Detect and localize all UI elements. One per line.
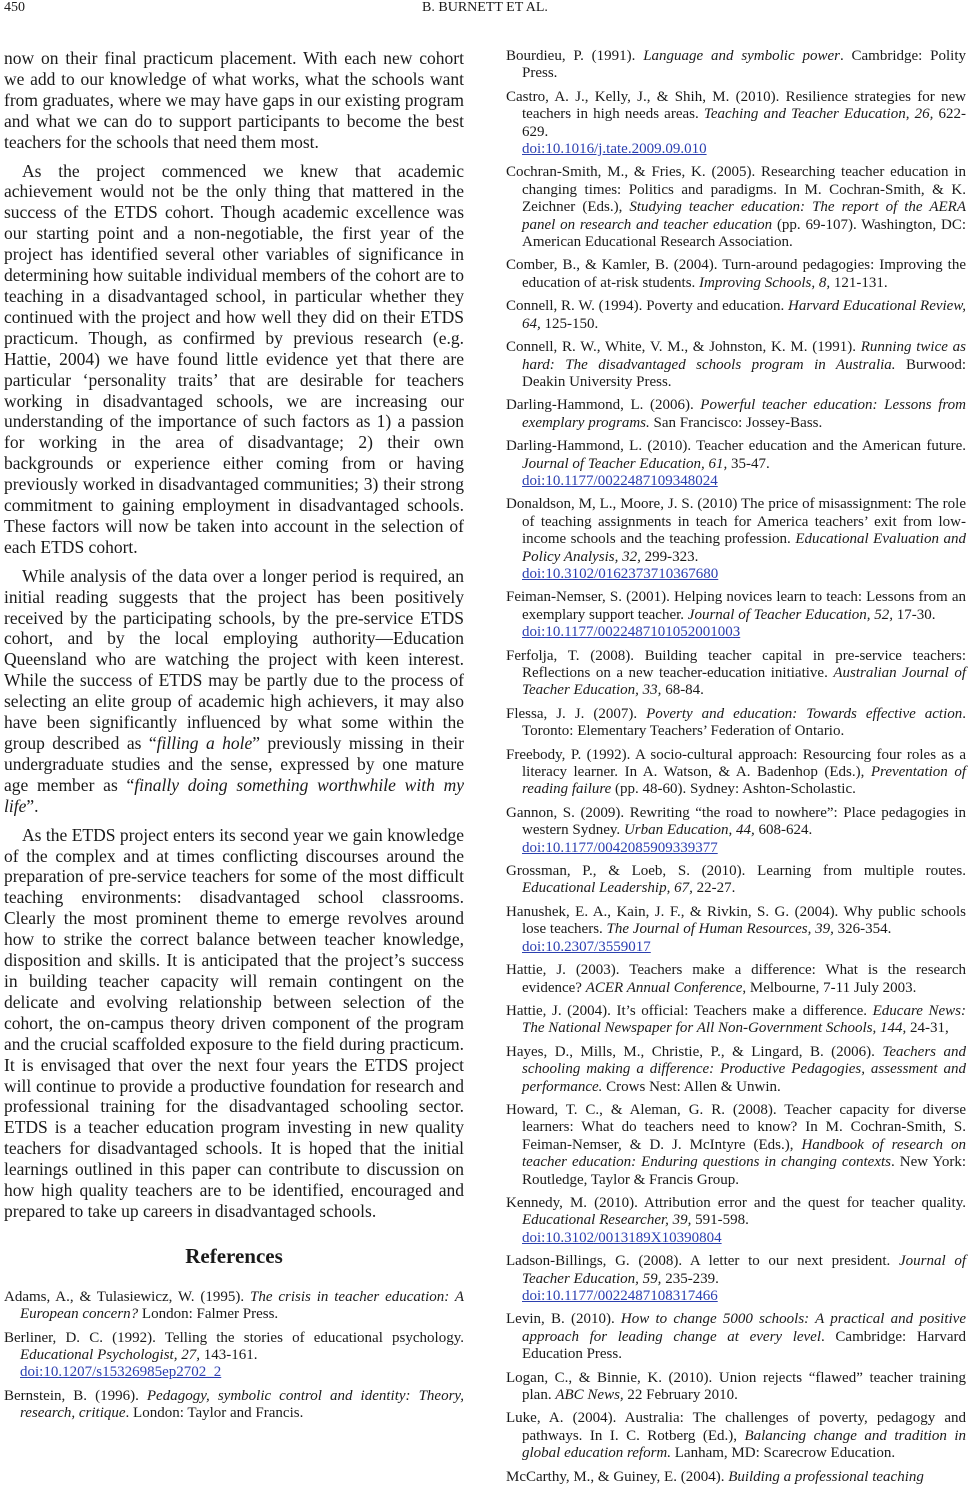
doi-link[interactable]: doi:10.1016/j.tate.2009.09.010: [522, 141, 707, 158]
reference-title: Balancing change and tradition in global education reform.: [522, 1427, 966, 1462]
reference-text: (pp. 69-107). Washington, DC: American Educational Research Association.: [522, 216, 966, 251]
reference-text: Luke, A. (2004). Australia: The challenges of poverty, pedagogy and pathways. In I. C. Rotberg (Ed.),: [506, 1410, 966, 1444]
doi-link[interactable]: doi:10.1177/002248710105200100З: [522, 624, 741, 641]
reference-entry: [506, 904, 966, 956]
reference-text: San Francisco: Jossey-Bass.: [649, 414, 823, 431]
reference-title: Educational Evaluation and Policy Analysis, 32,: [522, 531, 966, 565]
reference-entry: [506, 339, 966, 391]
reference-text: Freebody, P. (1992). A socio-cultural approach: Resourcing four roles as a literacy learner. In A. Watson, & A. Badenhop (Eds.),: [506, 746, 966, 781]
reference-text: Kennedy, M. (2010). Attribution error and the quest for teacher quality.: [506, 1194, 966, 1211]
reference-title: Journal of Teacher Education, 59,: [522, 1253, 966, 1287]
reference-text: Berliner, D. C. (1992). Telling the stories of educational psychology.: [4, 1329, 464, 1346]
reference-entry: [4, 1330, 464, 1382]
reference-text: Bernstein, B. (1996).: [4, 1387, 147, 1404]
reference-text: McCarthy, M., & Guiney, E. (2004).: [506, 1468, 729, 1485]
reference-title: Running twice as hard: The disadvantaged schools program in Australia.: [522, 339, 966, 373]
running-head: B. BURNETT ET AL.: [422, 0, 548, 15]
reference-text: Flessa, J. J. (2007).: [506, 705, 647, 722]
reference-text: Connell, R. W. (1994). Poverty and education.: [506, 298, 788, 315]
reference-text: Levin, B. (2010).: [506, 1311, 621, 1328]
reference-entry: [506, 1102, 966, 1189]
reference-entry: [506, 805, 966, 857]
reference-title: Educational Leadership, 67,: [522, 880, 693, 897]
doi-link[interactable]: doi:10.1207/s15326985ep2702_2: [20, 1364, 222, 1381]
reference-text: , Melbourne, 7-11 July 2003.: [742, 979, 917, 996]
doi-link[interactable]: doi:10.3102/0162373710367680: [522, 565, 719, 582]
reference-text: 35-47.: [727, 455, 770, 472]
reference-text: Lanham, MD: Scarecrow Education.: [671, 1445, 896, 1462]
reference-text: Connell, R. W., White, V. M., & Johnston, K. M. (1991).: [506, 339, 861, 356]
body-paragraph: [4, 566, 464, 817]
reference-title: Journal of Teacher Education, 61,: [522, 455, 728, 472]
reference-title: Studying teacher education: The report of the AERA panel on research and teacher education: [522, 199, 966, 233]
reference-entry: [506, 298, 966, 333]
reference-text: Adams, A., & Tulasiewicz, W. (1995).: [4, 1288, 250, 1305]
reference-text: 24-31,: [906, 1020, 949, 1037]
reference-text: 622-629.: [522, 106, 966, 140]
reference-entry: [506, 1003, 966, 1038]
reference-entry: [506, 48, 966, 83]
reference-title: Pedagogy, symbolic control and identity: Theory, research, critique: [20, 1387, 464, 1422]
reference-text: Howard, T. C., & Aleman, G. R. (2008). Teacher capacity for diverse learners: What do teachers need to know? In M. Cochran-Smith, S. Feiman-Nemser, & D. J. McIntyre (Eds.),: [506, 1101, 966, 1153]
reference-title: Harvard Educational Review, 64,: [522, 298, 966, 332]
reference-entry: [506, 1469, 966, 1486]
reference-text: Hattie, J. (2004). It’s official: Teachers make a difference.: [506, 1002, 873, 1019]
reference-entry: [506, 1253, 966, 1305]
doi-link[interactable]: doi:10.1177/0022487108317466: [522, 1288, 718, 1304]
reference-text: Gannon, S. (2009). Rewriting “the road to nowhere”: Place pedagogies in western Sydney.: [506, 804, 966, 839]
doi-link[interactable]: doi:10.2307/3559017: [522, 938, 651, 955]
reference-text: Hayes, D., Mills, M., Christie, P., & Lingard, B. (2006).: [506, 1043, 883, 1060]
reference-text: Grossman, P., & Loeb, S. (2010). Learning from multiple routes.: [506, 863, 966, 880]
right-column: [506, 48, 966, 1492]
reference-title: How to change 5000 schools: A practical and positive approach for leading change at every level: [522, 1311, 966, 1345]
reference-text: Logan, C., & Binnie, K. (2010). Union rejects “flawed” teacher training plan.: [506, 1369, 966, 1404]
reference-entry: [506, 1311, 966, 1363]
reference-entry: [506, 438, 966, 490]
reference-title: Journal of Teacher Education, 52,: [687, 606, 894, 623]
reference-entry: [506, 164, 966, 251]
reference-title: Handbook of research on teacher education: Enduring questions in changing contexts: [522, 1136, 966, 1171]
reference-entry: [506, 706, 966, 741]
reference-title: Improving Schools, 8,: [699, 274, 831, 291]
reference-entry: [506, 89, 966, 159]
reference-text: Feiman-Nemser, S. (2001). Helping novices learn to teach: Lessons from an exemplary support teacher.: [506, 589, 966, 623]
reference-text: 235-239.: [661, 1270, 719, 1287]
reference-text: . Toronto: Elementary Teachers’ Federation of Ontario.: [522, 705, 966, 740]
doi-link[interactable]: doi:10.1177/0022487109348024: [522, 472, 718, 489]
reference-text: Crows Nest: Allen & Unwin.: [602, 1078, 781, 1095]
reference-text: 17-30.: [893, 606, 936, 623]
reference-text: (pp. 48-60). Sydney: Ashton-Scholastic.: [611, 781, 856, 798]
reference-title: The crisis in teacher education: A European concern?: [20, 1288, 464, 1323]
reference-text: . Cambridge: Harvard Education Press.: [522, 1328, 966, 1363]
reference-text: Hattie, J. (2003). Teachers make a difference: What is the research evidence?: [506, 962, 966, 996]
reference-text: Comber, B., & Kamler, B. (2004). Turn-around pedagogies: Improving the education of at-risk students.: [506, 257, 966, 291]
quote-italic: finally doing something worthwhile with my life: [4, 774, 465, 816]
reference-title: Teaching and Teacher Education, 26,: [703, 106, 934, 123]
reference-text: 22 February 2010.: [623, 1387, 738, 1404]
para-text: While analysis of the data over a longer period is required, an initial reading suggests that the project has been positively received by the participating schools, by the pre-service ETDS cohort, and by the local employing authority—Education Queensland who are watching the project with keen interest. While the success of ETDS may be partly due to the process of selecting an elite group of academic high achievers, it may also have been significantly influenced by what some within the group described as “: [4, 565, 464, 753]
body-paragraph: As the ETDS project enters its second year we gain knowledge of the complex and at times conflicting discourses around the preparation of pre-service teachers for some of the most difficult teaching environments: disadvantaged school classrooms. Clearly the most prominent theme to emerge revolves around how to strike the correct balance between teacher knowledge, disposition and skills. It is anticipated that the project’s success in building teacher capacity will remain contingent on the delicate and evolving relationship between selection of the cohort, the on-campus theory driven component of the program and the crucial scaffolded exposure to the field during practicum. It is envisaged that over the next four years the ETDS project will continue to provide a productive foundation for research and professional training for the disadvantaged schooling sector. ETDS is a teacher education program investing in new quality teachers for disadvantaged schools. It is hoped that the initial learnings outlined in this paper can contribute to discussion on how high quality teachers are to be identified, encouraged and prepared to take up careers in disadvantaged schools.: [4, 824, 464, 1221]
reference-title: Educational Researcher, 39,: [522, 1212, 692, 1229]
reference-entry: [506, 962, 966, 997]
reference-text: 299-323.: [640, 548, 699, 565]
reference-title: Australian Journal of Teacher Education, 33,: [522, 665, 966, 699]
reference-text: Hanushek, E. A., Kain, J. F., & Rivkin, S. G. (2004). Why public schools lose teachers.: [506, 903, 966, 938]
para-text: ” previously missing in their undergraduate studies and the sense, expressed by one mature age member as “: [4, 733, 464, 795]
page-header: [0, 0, 970, 22]
reference-title: Building a professional teaching: [728, 1468, 924, 1485]
page-number: 450: [4, 0, 25, 15]
reference-entry: [506, 589, 966, 641]
reference-text: 121-131.: [830, 274, 888, 291]
reference-text: . Cambridge: Polity Press.: [522, 48, 966, 82]
reference-text: London: Falmer Press.: [138, 1306, 279, 1323]
reference-title: Poverty and education: Towards effective action: [646, 705, 963, 722]
reference-text: 326-354.: [833, 921, 892, 938]
reference-title: ABC News,: [555, 1387, 624, 1404]
reference-text: Darling-Hammond, L. (2006).: [506, 397, 701, 414]
reference-title: Powerful teacher education: Lessons from exemplary programs.: [522, 397, 966, 431]
reference-text: Darling-Hammond, L. (2010). Teacher education and the American future.: [506, 438, 966, 455]
reference-text: Ferfolja, T. (2008). Building teacher capital in pre-service teachers: Reflections on a new teacher-education initiative.: [506, 647, 966, 681]
doi-link[interactable]: doi:10.3102/0013189X10390804: [522, 1229, 722, 1246]
reference-entry: [506, 863, 966, 898]
reference-title: Preventation of reading failure: [522, 764, 966, 798]
reference-entry: [506, 257, 966, 292]
reference-title: Language and symbolic power: [643, 48, 840, 64]
reference-text: Cochran-Smith, M., & Fries, K. (2005). Researching teacher education in changing times: Politics and paradigms. In M. Cochran-Smith, & K. Zeichner (Eds.),: [506, 164, 966, 216]
reference-entry: [506, 1195, 966, 1247]
body-paragraph: As the project commenced we knew that academic achievement would not be the only thing that mattered in the success of the ETDS cohort. Though academic excellence was our starting point and a non-negotiable, the first year of the project has identified several other variables of significance in determining how suitable individual members of the cohort are to teaching in a disadvantaged school, in particular whether they continued with the project and how well they did on their ETDS practicum. Though, as confirmed by previous research (e.g. Hattie, 2004) we have found little evidence yet that there are particular ‘personality traits’ that are desirable for teachers working in disadvantaged schools, we are increasing our understanding of the importance of such factors as 1) a passion for working in the area of disadvantage; 2) their own backgrounds or experience either coming from or having previously worked in disadvantaged communities; 3) their strong commitment to gaining employment in disadvantaged schools. These factors will now be taken into account in the selection of each ETDS cohort.: [4, 160, 464, 557]
reference-text: 68-84.: [661, 682, 704, 699]
reference-text: Burwood: Deakin University Press.: [522, 356, 967, 390]
reference-entry: [506, 1410, 966, 1462]
reference-text: 125-150.: [540, 315, 599, 332]
reference-entry: [4, 1388, 464, 1423]
doi-link[interactable]: doi:10.1177/0042085909339377: [522, 839, 718, 856]
reference-text: Ladson-Billings, G. (2008). A letter to our next president.: [506, 1253, 899, 1270]
reference-entry: [506, 1044, 966, 1096]
quote-italic: filling a hole: [156, 733, 253, 753]
references-list-left: [4, 1289, 464, 1423]
reference-title: The Journal of Human Resources, 39,: [606, 921, 834, 938]
references-list-right: [506, 48, 966, 1486]
reference-title: ACER Annual Conference: [585, 979, 743, 996]
reference-title: Educational Psychologist, 27,: [20, 1346, 200, 1363]
reference-text: 591-598.: [691, 1212, 749, 1229]
para-text: ”.: [26, 795, 39, 816]
reference-text: 143-161.: [199, 1346, 258, 1363]
reference-entry: [506, 496, 966, 583]
reference-text: 22-27.: [692, 880, 736, 897]
reference-text: Castro, A. J., Kelly, J., & Shih, M. (2010). Resilience strategies for new teachers in high needs areas.: [506, 88, 966, 123]
reference-text: Bourdieu, P. (1991).: [506, 48, 644, 64]
reference-entry: [506, 1370, 966, 1405]
body-paragraph: now on their final practicum placement. With each new cohort we add to our knowledge of what works, what the schools want from graduates, where we may have gaps in our existing program and what we can do to support participants to become the best teachers for the schools that need them most.: [4, 48, 464, 152]
reference-title: Educare News: The National Newspaper for All Non-Government Schools, 144,: [522, 1002, 966, 1037]
reference-title: Urban Education, 44,: [623, 822, 755, 839]
reference-entry: [4, 1289, 464, 1324]
reference-entry: [506, 397, 966, 432]
reference-text: 608-624.: [754, 822, 813, 839]
reference-title: Teachers and schooling making a difference: Productive Pedagogies, assessment and performance.: [522, 1043, 966, 1095]
reference-text: . New York: Routledge, Taylor & Francis Group.: [522, 1154, 966, 1188]
left-column: [4, 48, 464, 1429]
reference-text: Donaldson, M, L., Moore, J. S. (2010) The price of misassignment: The role of teaching assignments in teach for America teachers’ exit from low-income schools and the teaching profession.: [506, 496, 966, 548]
reference-entry: [506, 747, 966, 799]
references-heading: References: [185, 1243, 283, 1268]
reference-text: . London: Taylor and Francis.: [125, 1405, 304, 1422]
reference-entry: [506, 648, 966, 700]
